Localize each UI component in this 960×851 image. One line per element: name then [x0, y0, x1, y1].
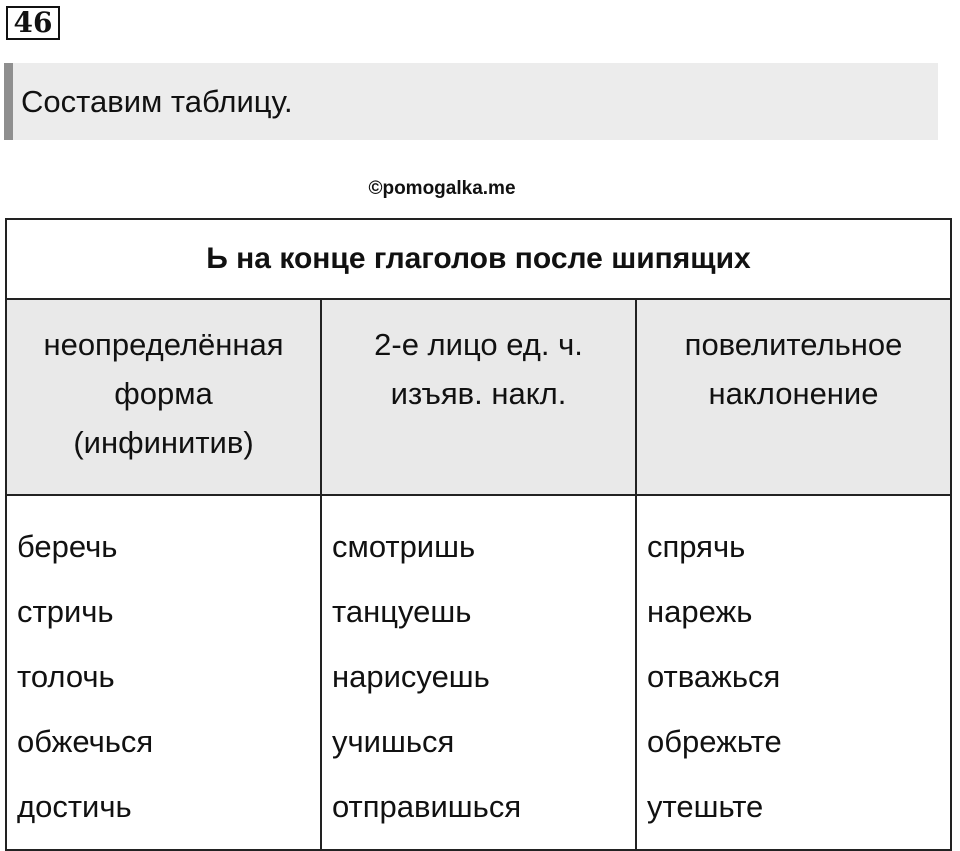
rules-table: [5, 218, 952, 851]
column-words-imperative: [636, 495, 951, 850]
list-item: учишься: [332, 724, 455, 759]
column-header-infinitive: [6, 299, 321, 495]
column-header-imperative: [636, 299, 951, 495]
intro-callout: [4, 63, 938, 140]
list-item: обжечься: [17, 724, 154, 759]
intro-text: Составим таблицу.: [21, 83, 293, 119]
header-line: (инфинитив): [73, 425, 254, 460]
list-item: нарисуешь: [332, 659, 490, 694]
list-item: отправишься: [332, 789, 522, 824]
column-words-infinitive: [6, 495, 321, 850]
list-item: достичь: [17, 789, 132, 824]
header-line: форма: [114, 376, 213, 411]
list-item: отважься: [647, 659, 781, 694]
task-number-badge: 46: [6, 6, 60, 40]
list-item: утешьте: [647, 789, 764, 824]
header-line: повелительное: [684, 327, 903, 362]
list-item: стричь: [17, 594, 114, 629]
watermark: ©pomogalka.me: [368, 178, 516, 199]
column-words-second-person: [321, 495, 636, 850]
header-line: наклонение: [708, 376, 879, 411]
list-item: спрячь: [647, 529, 746, 564]
list-item: обрежьте: [647, 724, 782, 759]
header-line: неопределённая: [43, 327, 284, 362]
list-item: смотришь: [332, 529, 476, 564]
table-title: Ь на конце глаголов после шипящих: [6, 219, 951, 299]
header-line: изъяв. накл.: [390, 376, 567, 411]
list-item: толочь: [17, 659, 115, 694]
list-item: беречь: [17, 529, 118, 564]
list-item: танцуешь: [332, 594, 472, 629]
list-item: нарежь: [647, 594, 753, 629]
header-line: 2-е лицо ед. ч.: [374, 327, 583, 362]
column-header-second-person: [321, 299, 636, 495]
